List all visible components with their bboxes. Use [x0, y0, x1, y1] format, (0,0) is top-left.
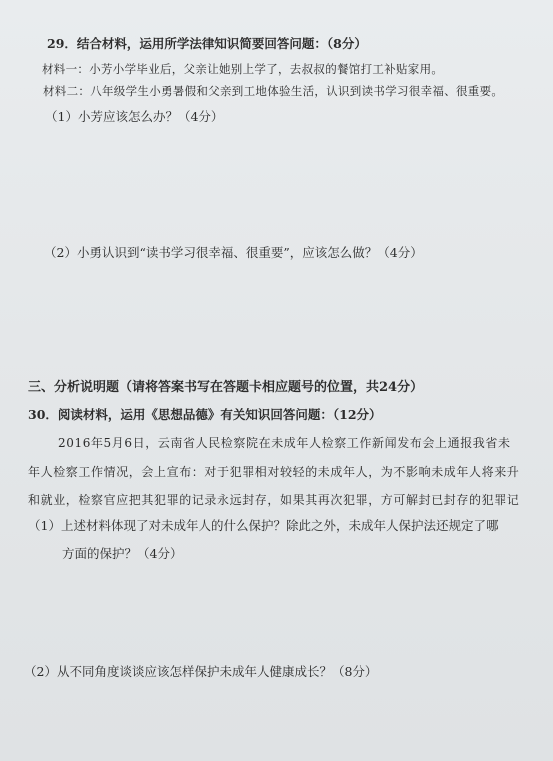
question-30-passage-line-1: 2016年5月6日，云南省人民检察院在未成年人检察工作新闻发布会上通报我省未 — [58, 436, 511, 450]
question-29-header: 29．结合材料，运用所学法律知识简要回答问题：（8分） — [47, 36, 367, 51]
question-29-material-2: 材料二：八年级学生小勇暑假和父亲到工地体验生活，认识到读书学习很幸福、很重要。 — [43, 84, 504, 98]
question-30-header: 30．阅读材料，运用《思想品德》有关知识回答问题：（12分） — [28, 407, 382, 422]
question-30-passage-line-3: 和就业，检察官应把其犯罪的记录永远封存，如果其再次犯罪，方可解封已封存的犯罪记 — [28, 493, 520, 507]
question-30-sub-2: （2）从不同角度谈谈应该怎样保护未成年人健康成长？（8分） — [24, 664, 378, 679]
question-30-sub-1-line-1: （1）上述材料体现了对未成年人的什么保护？除此之外，未成年人保护法还规定了哪 — [28, 518, 499, 533]
question-29-sub-1: （1）小芳应该怎么办？（4分） — [45, 109, 224, 124]
question-30-passage-line-2: 年人检察工作情况，会上宣布：对于犯罪相对较轻的未成年人，为不影响未成年人将来升 — [28, 465, 520, 479]
question-30-sub-1-line-2: 方面的保护？（4分） — [62, 546, 183, 561]
section-3-title: 三、分析说明题（请将答案书写在答题卡相应题号的位置，共24分） — [28, 380, 424, 395]
question-29-material-1: 材料一：小芳小学毕业后，父亲让她别上学了，去叔叔的餐馆打工补贴家用。 — [42, 62, 444, 76]
question-29-sub-2: （2）小勇认识到“读书学习很幸福、很重要”，应该怎么做？（4分） — [44, 245, 423, 260]
